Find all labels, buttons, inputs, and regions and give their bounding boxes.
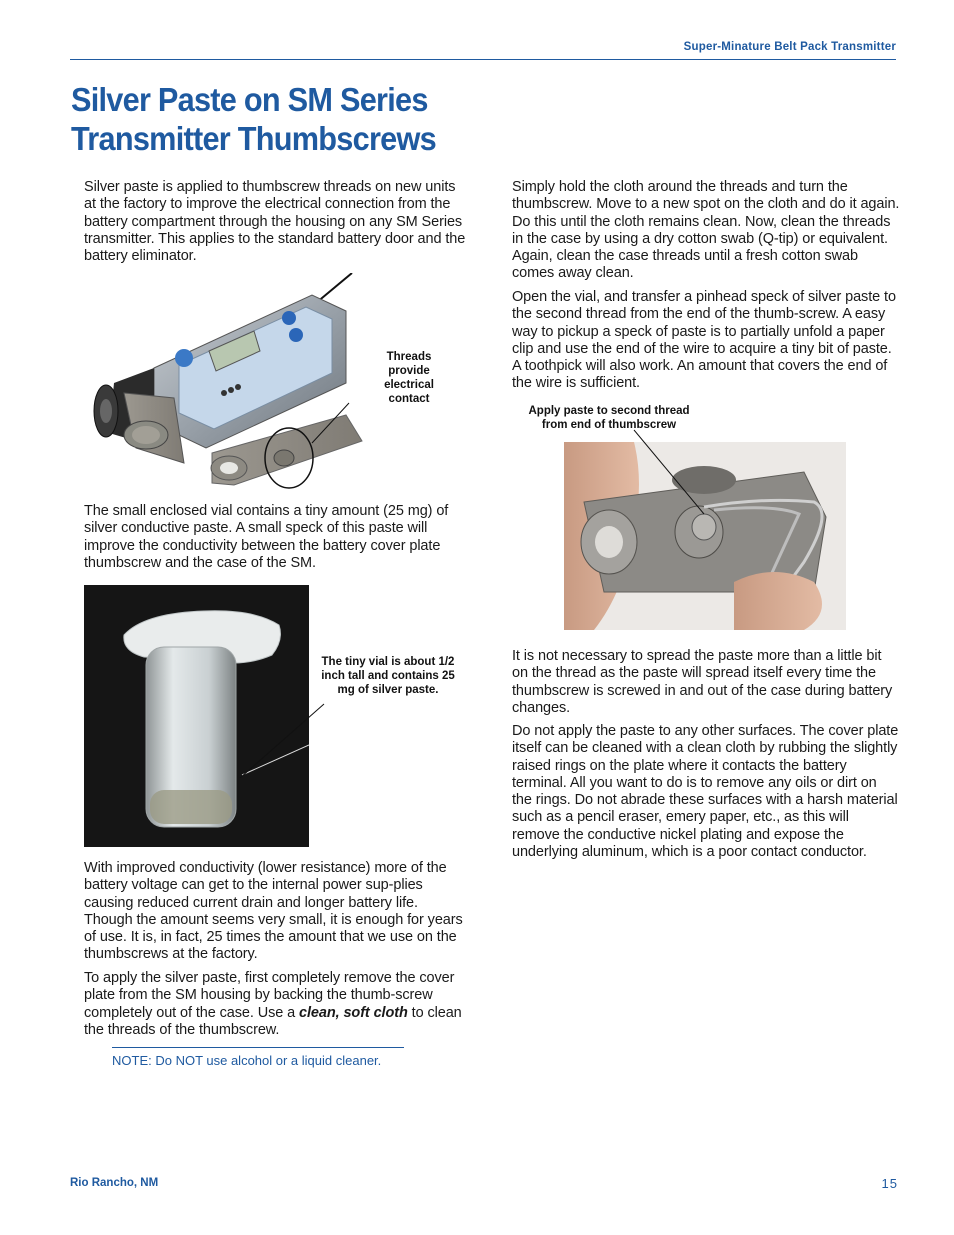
running-header: Super-Minature Belt Pack Transmitter bbox=[683, 41, 896, 53]
caption-apply-paste: Apply paste to second thread from end of thumbscrew bbox=[528, 405, 690, 431]
emphasis-clean-soft-cloth: clean, soft cloth bbox=[299, 1004, 408, 1021]
vial-pointer-line bbox=[236, 700, 326, 782]
footer-location: Rio Rancho, NM bbox=[70, 1177, 159, 1189]
paragraph-conductivity: With improved conductivity (lower resistance) more of the battery voltage can get to the internal power sup-plies causing reduced current drain and longer battery life. Though the amount seems very small, it is enough for years of use. It is, in fact, 25 times the amount that we use on the thumbscrews at the factory. bbox=[84, 860, 463, 963]
paragraph-apply-steps: To apply the silver paste, first completely remove the cover plate from the SM housing by backing the thumb-screw completely out of the case. Use a clean, soft cloth to clean the threads of the thumbscrew. bbox=[84, 970, 462, 1038]
header-rule bbox=[70, 59, 896, 60]
transmitter-photo bbox=[84, 273, 384, 495]
caption-threads: Threads provide electrical contact bbox=[384, 351, 434, 405]
page-number: 15 bbox=[881, 1176, 898, 1191]
caption-vial: The tiny vial is about 1/2 inch tall and contains 25 mg of silver paste. bbox=[321, 656, 455, 696]
note-rule bbox=[112, 1047, 404, 1048]
paragraph-spread-paste: It is not necessary to spread the paste more than a little bit on the thread as the paste will spread itself every time the thumbscrew is screwed in and out of the case during battery changes. bbox=[512, 648, 893, 716]
note-text: NOTE: Do NOT use alcohol or a liquid cleaner. bbox=[112, 1053, 382, 1068]
paragraph-other-surfaces: Do not apply the paste to any other surfaces. The cover plate itself can be cleaned with a clean cloth by rubbing the slightly raised rings on the plate where it contacts the battery terminal. All you want to do is to remove any oils or dirt on the rings. Do not abrade these surfaces with a harsh material such as a pencil eraser, emery paper, etc., as this will remove the conductive nickel plating and expose the underlying aluminum, which is a poor contact conductor. bbox=[512, 723, 899, 861]
page-title: Silver Paste on SM Series Transmitter Thumbscrews bbox=[71, 81, 436, 157]
paragraph-intro: Silver paste is applied to thumbscrew threads on new units at the factory to improve the electrical connection from the battery compartment through the housing on any SM Series transmitter. This applies to the standard battery door and the battery eliminator. bbox=[84, 179, 466, 265]
paragraph-transfer-paste: Open the vial, and transfer a pinhead speck of silver paste to the second thread from the end of the thumb-screw. A easy way to pickup a speck of paste is to partially unfold a paper clip and use the end of the wire to acquire a tiny bit of paste. A toothpick will also work. An amount that covers the end of the wire is sufficient. bbox=[512, 289, 896, 392]
apply-pointer-line bbox=[630, 428, 720, 518]
paragraph-vial: The small enclosed vial contains a tiny amount (25 mg) of silver conductive paste. A small speck of this paste will improve the conductivity between the battery cover plate thumbscrew and the case of the SM. bbox=[84, 503, 449, 571]
paragraph-cloth-cleaning: Simply hold the cloth around the threads and turn the thumbscrew. Move to a new spot on the cloth and do it again. Do this until the cloth remains clean. Now, clean the threads in the case by using a dry cotton swab (Q-tip) or equivalent. Again, clean the case threads until a fresh cotton swab comes away clean. bbox=[512, 179, 900, 282]
